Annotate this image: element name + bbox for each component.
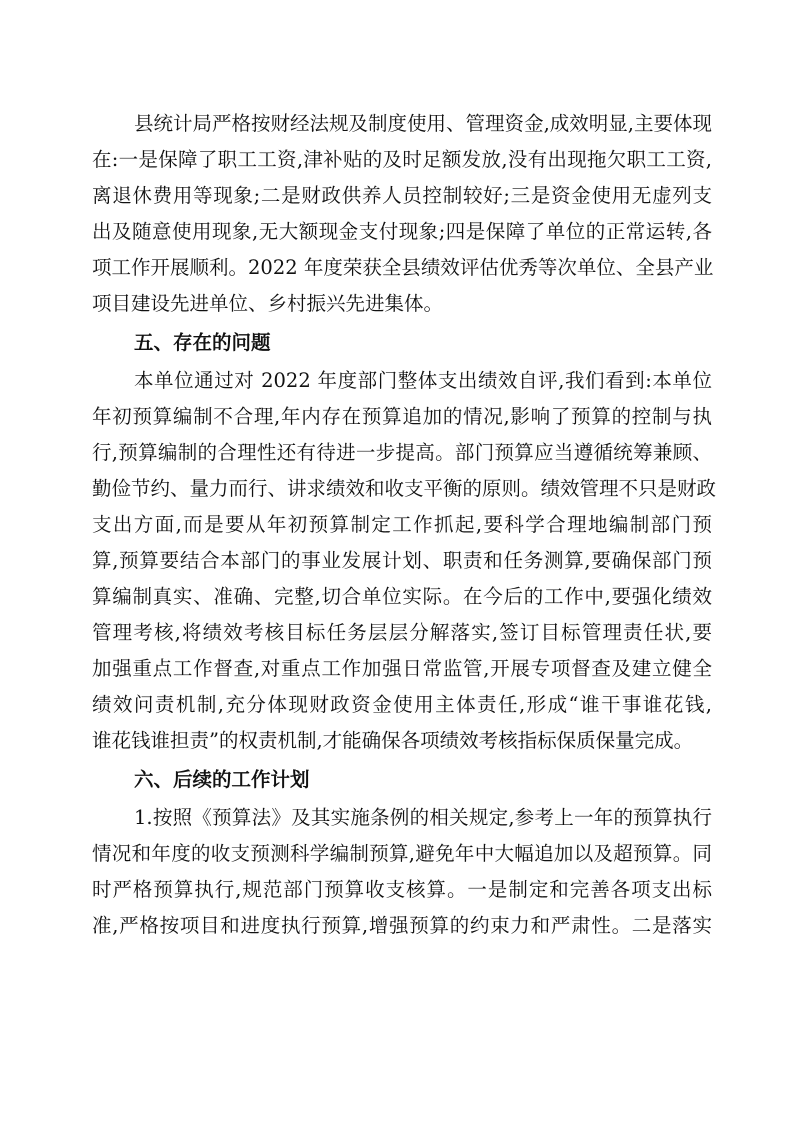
paragraph-2-line: 加强重点工作督查,对重点工作加强日常监管,开展专项督查及建立健全: [92, 657, 712, 680]
section-heading-problems: 五、存在的问题: [134, 331, 271, 354]
paragraph-1-line: 项目建设先进单位、乡村振兴先进集体。: [92, 292, 444, 315]
paragraph-1-line: 在:一是保障了职工工资,津补贴的及时足额发放,没有出现拖欠职工工资,: [92, 148, 712, 171]
paragraph-3-line: 情况和年度的收支预测科学编制预算,避免年中大幅追加以及超预算。同: [92, 842, 712, 865]
paragraph-2-line: 支出方面,而是要从年初预算制定工作抓起,要科学合理地编制部门预: [92, 513, 712, 536]
paragraph-3-line: 1.按照《预算法》及其实施条例的相关规定,参考上一年的预算执行: [134, 806, 712, 829]
paragraph-1-line: 出及随意使用现象,无大额现金支付现象;四是保障了单位的正常运转,各: [92, 220, 712, 243]
paragraph-2-line: 行,预算编制的合理性还有待进一步提高。部门预算应当遵循统筹兼顾、: [92, 441, 712, 464]
paragraph-2-line: 管理考核,将绩效考核目标任务层层分解落实,签订目标管理责任状,要: [92, 621, 712, 644]
paragraph-2-line: 本单位通过对 2022 年度部门整体支出绩效自评,我们看到:本单位: [134, 369, 712, 392]
paragraph-2-line: 谁花钱谁担责”的权责机制,才能确保各项绩效考核指标保质保量完成。: [92, 729, 694, 752]
paragraph-2-line: 勤俭节约、量力而行、讲求绩效和收支平衡的原则。绩效管理不只是财政: [92, 477, 717, 500]
section-heading-follow-up-plan: 六、后续的工作计划: [134, 768, 310, 791]
paragraph-1-line: 离退休费用等现象;二是财政供养人员控制较好;三是资金使用无虚列支: [92, 184, 712, 207]
paragraph-1-line: 县统计局严格按财经法规及制度使用、管理资金,成效明显,主要体现: [134, 112, 712, 135]
paragraph-3-line: 时严格预算执行,规范部门预算收支核算。一是制定和完善各项支出标: [92, 878, 712, 901]
paragraph-1-line: 项工作开展顺利。2022 年度荣获全县绩效评估优秀等次单位、全县产业: [92, 256, 714, 279]
paragraph-2-line: 年初预算编制不合理,年内存在预算追加的情况,影响了预算的控制与执: [92, 405, 712, 428]
paragraph-2-line: 绩效问责机制,充分体现财政资金使用主体责任,形成“谁干事谁花钱,: [92, 693, 712, 716]
paragraph-2-line: 算,预算要结合本部门的事业发展计划、职责和任务测算,要确保部门预: [92, 549, 712, 572]
paragraph-2-line: 算编制真实、准确、完整,切合单位实际。在今后的工作中,要强化绩效: [92, 585, 712, 608]
paragraph-3-line: 准,严格按项目和进度执行预算,增强预算的约束力和严肃性。二是落实: [92, 914, 712, 937]
